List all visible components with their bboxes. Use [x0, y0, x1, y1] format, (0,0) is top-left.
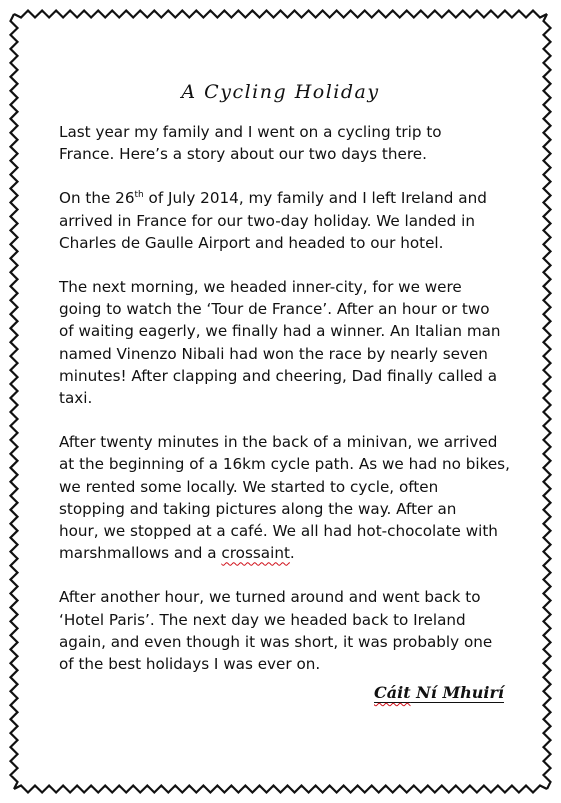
text-line: France. Here’s a story about our two days there. — [59, 145, 427, 164]
text-line: Last year my family and I went on a cycling trip to — [59, 123, 442, 141]
text-line: going to watch the ‘Tour de France’. After an hour or two — [59, 300, 490, 319]
text-line: After twenty minutes in the back of a minivan, we arrived — [59, 433, 498, 452]
document-body — [59, 121, 509, 697]
text-fragment: marshmallows and a — [59, 544, 222, 563]
author-signature — [374, 683, 504, 702]
text-line: again, and even though it was short, it was probably one — [59, 632, 493, 651]
text-line: arrived in France for our two-day holiday. We landed in — [59, 211, 475, 230]
date-text: On the 26 — [59, 189, 135, 208]
border-edge — [11, 14, 18, 789]
text-line: we rented some locally. We started to cycle, often — [59, 477, 439, 496]
signature-first-name[interactable]: Cáit — [374, 683, 411, 702]
page-title: A Cycling Holiday — [181, 81, 380, 103]
text-line: After another hour, we turned around and went back to — [59, 588, 481, 607]
text-line: minutes! After clapping and cheering, Dad finally called a — [59, 366, 498, 385]
text-line: stopping and taking pictures along the way. After an — [59, 499, 457, 518]
text-line — [59, 542, 509, 564]
paragraph-intro — [59, 121, 509, 165]
paragraph-cycle-path — [59, 431, 509, 564]
text-fragment: of July 2014, my family and I left Ireland and — [143, 189, 487, 208]
text-line: named Vinenzo Nibali had won the race by nearly seven — [59, 344, 488, 363]
paragraph-arrival — [59, 187, 509, 254]
border-edge — [14, 786, 547, 793]
misspelled-word[interactable]: crossaint — [221, 544, 290, 563]
paragraph-tour-de-france — [59, 276, 509, 409]
ordinal-suffix: th — [134, 190, 144, 201]
text-line: taxi. — [59, 389, 93, 408]
text-fragment: . — [289, 544, 295, 563]
text-line — [59, 187, 509, 209]
text-line: at the beginning of a 16km cycle path. As we had no bikes, — [59, 455, 510, 474]
text-line: The next morning, we headed inner-city, for we were — [59, 278, 462, 297]
text-line: hour, we stopped at a café. We all had hot-chocolate with — [59, 522, 498, 541]
text-line: ‘Hotel Paris’. The next day we headed back to Ireland — [59, 610, 466, 629]
border-edge — [14, 11, 547, 18]
paragraph-return — [59, 586, 509, 675]
border-edge — [544, 14, 551, 789]
text-line: Charles de Gaulle Airport and headed to our hotel. — [59, 233, 444, 252]
text-line: of waiting eagerly, we finally had a winner. An Italian man — [59, 322, 501, 341]
signature-surname: Ní Mhuirí — [410, 683, 504, 702]
text-line: of the best holidays I was ever on. — [59, 655, 321, 674]
